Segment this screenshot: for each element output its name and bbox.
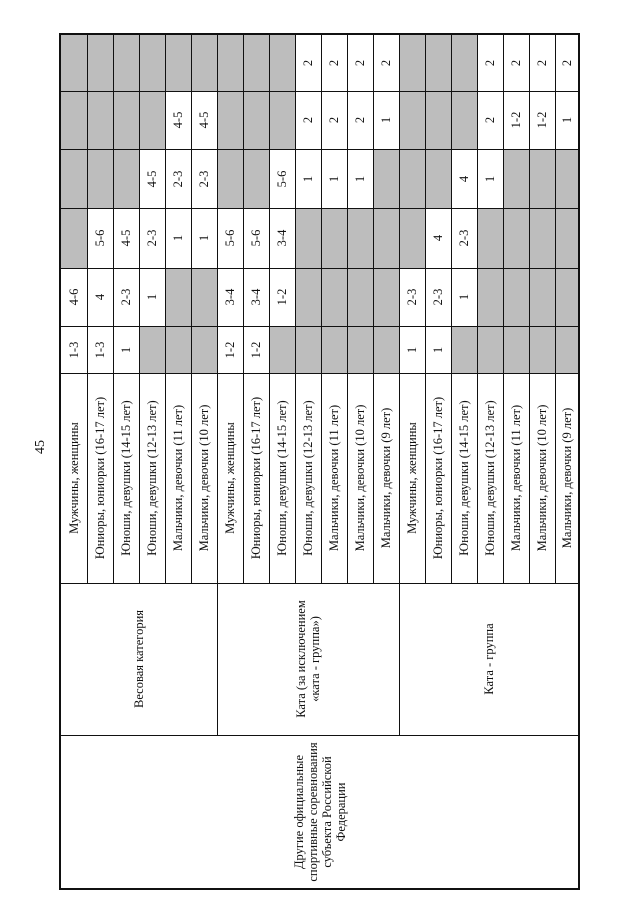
shaded-cell	[555, 326, 578, 373]
shaded-cell	[321, 268, 347, 326]
age-category-label: Юноши, девушки (14-15 лет)	[457, 400, 471, 556]
rank-value-cell: 1-2	[508, 111, 523, 129]
shaded-cell	[503, 208, 529, 268]
rank-value-cell: 1-2	[534, 111, 549, 129]
shaded-cell	[165, 35, 191, 91]
rank-value-cell: 2	[378, 59, 393, 67]
shaded-cell	[503, 326, 529, 373]
rank-value-cell: 2-3	[404, 288, 419, 306]
shaded-cell	[399, 149, 425, 208]
rank-value-cell: 1	[170, 234, 185, 242]
shaded-cell	[347, 268, 373, 326]
shaded-cell	[503, 149, 529, 208]
rank-value-cell: 2-3	[118, 288, 133, 306]
rank-value-cell: 2-3	[170, 170, 185, 187]
age-category-label: Юноши, девушки (14-15 лет)	[119, 400, 133, 556]
shaded-cell	[165, 268, 191, 326]
sport-type-label: Другие официальные спортивные соревнования субъекта Российской Федерации	[291, 741, 348, 882]
rank-value-cell: 1	[196, 234, 211, 242]
rank-value-cell: 3-4	[222, 288, 237, 306]
sport-ranks-table	[59, 33, 580, 890]
rank-value-cell: 4	[456, 175, 471, 182]
rank-value-cell: 2-3	[196, 170, 211, 187]
rank-value-cell: 1	[430, 346, 445, 353]
rank-value-cell: 5-6	[248, 229, 263, 247]
shaded-cell	[425, 91, 451, 149]
shaded-cell	[217, 91, 243, 149]
shaded-cell	[87, 35, 113, 91]
rank-value-cell: 2	[300, 116, 315, 124]
shaded-cell	[477, 268, 503, 326]
shaded-cell	[321, 208, 347, 268]
age-category-label: Мужчины, женщины	[405, 422, 419, 534]
rank-value-cell: 2	[482, 116, 497, 124]
shaded-cell	[529, 149, 555, 208]
rank-value-cell: 1	[456, 293, 471, 301]
shaded-cell	[191, 268, 217, 326]
shaded-cell	[477, 326, 503, 373]
rank-value-cell: 2	[559, 59, 573, 67]
age-category-label: Мужчины, женщины	[67, 422, 81, 534]
rank-value-cell: 2	[352, 59, 367, 67]
rank-value-cell: 2-3	[144, 229, 159, 247]
shaded-cell	[139, 91, 165, 149]
rank-value-cell: 2	[534, 59, 549, 67]
shaded-cell	[321, 326, 347, 373]
rank-value-cell: 2-3	[456, 229, 471, 247]
shaded-cell	[139, 326, 165, 373]
shaded-cell	[373, 268, 399, 326]
shaded-cell	[269, 326, 295, 373]
shaded-cell	[113, 35, 139, 91]
rank-value-cell: 1	[300, 175, 315, 182]
rank-value-cell: 4-5	[144, 170, 159, 187]
shaded-cell	[529, 208, 555, 268]
shaded-cell	[61, 91, 87, 149]
rank-value-cell: 1	[378, 116, 393, 124]
rank-value-cell: 2	[326, 59, 341, 67]
age-category-label: Юниоры, юниорки (16-17 лет)	[93, 396, 107, 560]
rank-value-cell: 4-6	[66, 288, 81, 306]
rank-value-cell: 2	[508, 59, 523, 67]
shaded-cell	[451, 326, 477, 373]
rank-value-cell: 3-4	[274, 229, 289, 247]
shaded-cell	[87, 149, 113, 208]
shaded-cell	[243, 35, 269, 91]
rank-value-cell: 2-3	[430, 288, 445, 306]
rank-value-cell: 5-6	[222, 229, 237, 247]
rank-value-cell: 1-3	[92, 341, 107, 358]
shaded-cell	[373, 149, 399, 208]
shaded-cell	[243, 149, 269, 208]
rank-value-cell: 1	[559, 116, 573, 124]
rank-value-cell: 4-5	[170, 111, 185, 129]
shaded-cell	[555, 149, 578, 208]
shaded-cell	[191, 326, 217, 373]
rank-value-cell: 2	[300, 59, 315, 67]
rank-value-cell: 3-4	[248, 288, 263, 306]
rank-value-cell: 1	[482, 175, 497, 182]
discipline-label: Ката (за исключением «ката - группа»)	[294, 600, 322, 718]
shaded-cell	[529, 326, 555, 373]
shaded-cell	[61, 35, 87, 91]
shaded-cell	[399, 91, 425, 149]
shaded-cell	[165, 326, 191, 373]
shaded-cell	[451, 91, 477, 149]
age-category-label: Мальчики, девочки (10 лет)	[353, 404, 367, 552]
shaded-cell	[269, 91, 295, 149]
shaded-cell	[373, 208, 399, 268]
age-category-label: Мальчики, девочки (11 лет)	[171, 404, 185, 552]
rank-value-cell: 1-3	[66, 341, 81, 358]
shaded-cell	[87, 91, 113, 149]
age-category-label: Юноши, девушки (12-13 лет)	[145, 400, 159, 556]
shaded-cell	[217, 149, 243, 208]
age-category-label: Юноши, девушки (12-13 лет)	[301, 400, 315, 556]
rank-value-cell: 2	[482, 59, 497, 67]
rank-value-cell: 1	[118, 346, 133, 353]
age-category-label: Мужчины, женщины	[223, 422, 237, 534]
age-category-label: Мальчики, девочки (9 лет)	[379, 407, 393, 549]
rank-value-cell: 2	[352, 116, 367, 124]
age-category-label: Мальчики, девочки (10 лет)	[197, 404, 211, 552]
rank-value-cell: 1	[326, 175, 341, 182]
rank-value-cell: 4-5	[118, 229, 133, 247]
shaded-cell	[295, 268, 321, 326]
age-category-label: Юниоры, юниорки (16-17 лет)	[431, 396, 445, 560]
shaded-cell	[529, 268, 555, 326]
rank-value-cell: 4	[92, 293, 107, 301]
age-category-label: Мальчики, девочки (10 лет)	[535, 404, 549, 552]
shaded-cell	[113, 149, 139, 208]
shaded-cell	[399, 35, 425, 91]
age-category-label: Юниоры, юниорки (16-17 лет)	[249, 396, 263, 560]
discipline-label: Весовая категория	[132, 609, 146, 709]
shaded-cell	[477, 208, 503, 268]
shaded-cell	[451, 35, 477, 91]
rank-value-cell: 1-2	[248, 341, 263, 358]
age-category-label: Юноши, девушки (14-15 лет)	[275, 400, 289, 556]
age-category-label: Юноши, девушки (12-13 лет)	[483, 400, 497, 556]
shaded-cell	[139, 35, 165, 91]
shaded-cell	[113, 91, 139, 149]
shaded-cell	[555, 268, 578, 326]
rank-value-cell: 4	[430, 234, 445, 242]
shaded-cell	[295, 208, 321, 268]
rank-value-cell: 4-5	[196, 111, 211, 129]
shaded-cell	[295, 326, 321, 373]
shaded-cell	[425, 35, 451, 91]
rank-value-cell: 5-6	[92, 229, 107, 247]
shaded-cell	[243, 91, 269, 149]
shaded-cell	[269, 35, 295, 91]
shaded-cell	[373, 326, 399, 373]
rank-value-cell: 1	[404, 346, 419, 353]
age-category-label: Мальчики, девочки (11 лет)	[327, 404, 341, 552]
shaded-cell	[399, 208, 425, 268]
shaded-cell	[425, 149, 451, 208]
shaded-cell	[503, 268, 529, 326]
shaded-cell	[61, 208, 87, 268]
shaded-cell	[61, 149, 87, 208]
rank-value-cell: 1-2	[274, 288, 289, 306]
rank-value-cell: 2	[326, 116, 341, 124]
rank-value-cell: 5-6	[274, 170, 289, 187]
shaded-cell	[217, 35, 243, 91]
shaded-cell	[347, 326, 373, 373]
shaded-cell	[191, 35, 217, 91]
rank-value-cell: 1	[352, 175, 367, 182]
age-category-label: Мальчики, девочки (9 лет)	[559, 407, 574, 549]
shaded-cell	[555, 208, 578, 268]
rank-value-cell: 1	[144, 293, 159, 301]
page-number: 45	[33, 440, 48, 454]
rank-value-cell: 1-2	[222, 341, 237, 358]
shaded-cell	[347, 208, 373, 268]
age-category-label: Мальчики, девочки (11 лет)	[509, 404, 523, 552]
discipline-label: Ката - группа	[481, 623, 496, 695]
